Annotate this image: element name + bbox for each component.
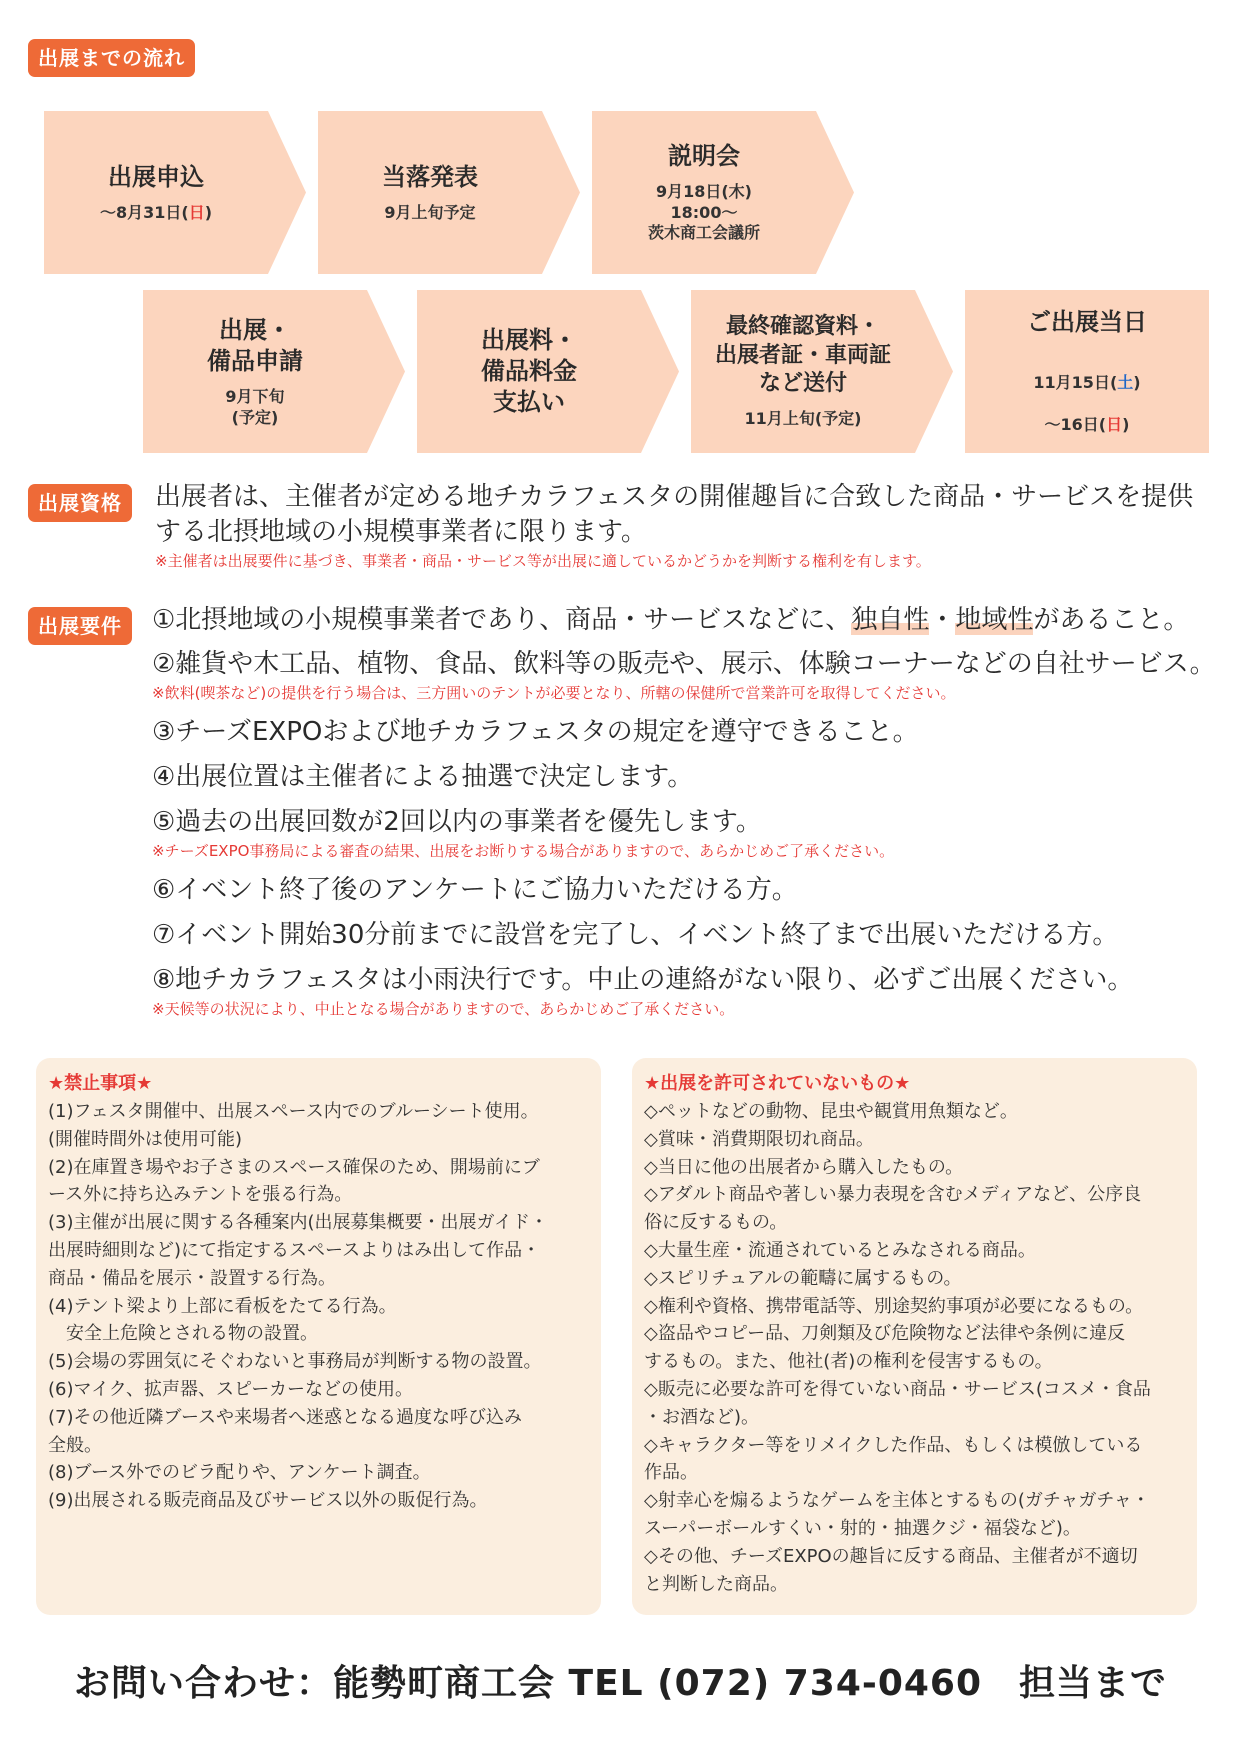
not-permitted-item: するもの。また、他社(者)の権利を侵害するもの。 — [644, 1351, 1053, 1373]
prohibited-item: 商品・備品を展示・設置する行為。 — [48, 1267, 336, 1289]
not-permitted-title: ★出展を許可されていないもの★ — [644, 1073, 911, 1094]
requirements-badge: 出展要件 — [28, 607, 132, 645]
step-title: 最終確認資料・ 出展者証・車両証 など送付 — [714, 314, 891, 397]
flow-step-documents — [691, 290, 953, 453]
prohibited-item: (開催時間外は使用可能) — [48, 1128, 243, 1150]
not-permitted-item: ◇キャラクター等をリメイクした作品、もしくは模倣している — [644, 1434, 1143, 1456]
requirement-note: ※チーズEXPO事務局による審査の結果、出展をお断りする場合がありますので、あらかじめご了承ください。 — [152, 842, 895, 860]
prohibited-item: 安全上危険とされる物の設置。 — [48, 1323, 318, 1345]
step-date: 9月下旬 (予定) — [225, 386, 285, 427]
step-title: 説明会 — [668, 141, 740, 170]
requirement-item: ①北摂地域の小規模事業者であり、商品・サービスなどに、独自性・地域性があること。 — [152, 605, 1190, 635]
requirement-item: ⑤過去の出展回数が2回以内の事業者を優先します。 ※チーズEXPO事務局による審査の結果、出展をお断りする場合がありますので、あらかじめご了承ください。 — [152, 806, 1222, 862]
not-permitted-item: スーパーボールすくい・射的・抽選クジ・福袋など)。 — [644, 1517, 1081, 1539]
flow-step-payment — [417, 290, 679, 453]
not-permitted-item: ◇盗品やコピー品、刀剣類及び危険物など法律や条例に違反 — [644, 1323, 1126, 1345]
prohibited-item: (2)在庫置き場やお子さまのスペース確保のため、開場前にブ — [48, 1156, 540, 1178]
prohibited-item: (8)ブース外でのビラ配りや、アンケート調査。 — [48, 1462, 431, 1484]
not-permitted-item: ◇大量生産・流通されているとみなされる商品。 — [644, 1239, 1036, 1261]
step-title: 出展料・ 備品料金 支払い — [481, 325, 577, 417]
flow-badge: 出展までの流れ — [28, 39, 195, 77]
not-permitted-item: 俗に反するもの。 — [644, 1212, 788, 1234]
requirements-list — [152, 604, 1222, 1020]
not-permitted-item: ◇販売に必要な許可を得ていない商品・サービス(コスメ・食品 — [644, 1378, 1151, 1400]
qualification-note: ※主催者は出展要件に基づき、事業者・商品・サービス等が出展に適しているかどうかを判断する権利を有します。 — [155, 552, 931, 570]
flow-step-results — [318, 111, 580, 274]
requirement-note: ※飲料(喫茶など)の提供を行う場合は、三方囲いのテントが必要となり、所轄の保健所で営業許可を取得してください。 — [152, 684, 956, 702]
contact-info: お問い合わせ：能勢町商工会 TEL (072) 734-0460 担当まで — [73, 1663, 1168, 1704]
flow-step-event-day — [965, 290, 1209, 453]
not-permitted-item: ◇射幸心を煽るようなゲームを主体とするもの(ガチャガチャ・ — [644, 1490, 1150, 1512]
requirement-item: ⑧地チカラフェスタは小雨決行です。中止の連絡がない限り、必ずご出展ください。 ※天候等の状況により、中止となる場合がありますので、あらかじめご了承ください。 — [152, 964, 1222, 1020]
not-permitted-item: 作品。 — [644, 1462, 698, 1484]
not-permitted-item: ◇スピリチュアルの範疇に属するもの。 — [644, 1267, 962, 1289]
prohibited-item: (1)フェスタ開催中、出展スペース内でのブルーシート使用。 — [48, 1101, 539, 1122]
requirement-note: ※天候等の状況により、中止となる場合がありますので、あらかじめご了承ください。 — [152, 1000, 735, 1018]
prohibited-item: (7)その他近隣ブースや来場者へ迷惑となる過度な呼び込み — [48, 1406, 523, 1428]
not-permitted-item: ・お酒など)。 — [644, 1406, 760, 1428]
flow-step-equipment-request — [143, 290, 405, 453]
prohibited-item: 出展時細則など)にて指定するスペースよりはみ出して作品・ — [48, 1239, 541, 1261]
requirement-item: ④出展位置は主催者による抽選で決定します。 — [152, 762, 694, 792]
step-title: 出展・ 備品申請 — [207, 315, 303, 375]
not-permitted-item: ◇当日に他の出展者から購入したもの。 — [644, 1156, 964, 1178]
prohibited-title: ★禁止事項★ — [48, 1073, 153, 1094]
prohibited-item: (9)出展される販売商品及びサービス以外の販促行為。 — [48, 1490, 488, 1512]
step-title: 当落発表 — [382, 162, 478, 191]
requirement-item: ②雑貨や木工品、植物、食品、飲料等の販売や、展示、体験コーナーなどの自社サービス。 ※飲料(喫茶など)の提供を行う場合は、三方囲いのテントが必要となり、所轄の保健所で営業許可を取得してください。 — [152, 648, 1222, 704]
step-date: ～8月31日(日) — [99, 202, 213, 222]
not-permitted-box — [632, 1058, 1197, 1615]
step-title: ご出展当日 — [1027, 308, 1147, 337]
prohibited-item: (5)会場の雰囲気にそぐわないと事務局が判断する物の設置。 — [48, 1351, 542, 1373]
qualification-section — [155, 480, 1215, 572]
step-date: 11月15日(土) ～16日(日) — [1033, 373, 1141, 434]
qualification-badge: 出展資格 — [28, 484, 132, 522]
requirement-item: ③チーズEXPOおよび地チカラフェスタの規定を遵守できること。 — [152, 717, 919, 747]
not-permitted-item: ◇ペットなどの動物、昆虫や観賞用魚類など。 — [644, 1101, 1018, 1122]
requirement-item: ⑦イベント開始30分前までに設営を完了し、イベント終了まで出展いただける方。 — [152, 920, 1119, 950]
step-date: 9月上旬予定 — [384, 202, 476, 222]
requirement-item: ⑥イベント終了後のアンケートにご協力いただける方。 — [152, 875, 798, 905]
step-date: 11月上旬(予定) — [744, 408, 862, 428]
flow-step-briefing — [592, 111, 854, 274]
not-permitted-item: ◇アダルト商品や著しい暴力表現を含むメディアなど、公序良 — [644, 1184, 1142, 1206]
prohibited-item: (4)テント梁より上部に看板をたてる行為。 — [48, 1295, 397, 1317]
step-title: 出展申込 — [108, 162, 204, 191]
step-date: 9月18日(木) 18:00～ 茨木商工会議所 — [647, 181, 760, 243]
not-permitted-item: ◇権利や資格、携帯電話等、別途契約事項が必要になるもの。 — [644, 1295, 1144, 1317]
flow-step-application — [44, 111, 306, 274]
prohibited-item: (6)マイク、拡声器、スピーカーなどの使用。 — [48, 1378, 413, 1400]
qualification-text: 出展者は、主催者が定める地チカラフェスタの開催趣旨に合致した商品・サービスを提供する北摂地域の小規模事業者に限ります。 — [155, 482, 1194, 547]
prohibited-item: (3)主催が出展に関する各種案内(出展募集概要・出展ガイド・ — [48, 1212, 548, 1234]
prohibited-item: 全般。 — [48, 1434, 102, 1456]
not-permitted-item: ◇賞味・消費期限切れ商品。 — [644, 1128, 874, 1150]
not-permitted-item: ◇その他、チーズEXPOの趣旨に反する商品、主催者が不適切 — [644, 1545, 1138, 1567]
not-permitted-item: と判断した商品。 — [644, 1573, 788, 1595]
prohibited-item: ース外に持ち込みテントを張る行為。 — [48, 1184, 353, 1206]
prohibited-box — [36, 1058, 601, 1615]
